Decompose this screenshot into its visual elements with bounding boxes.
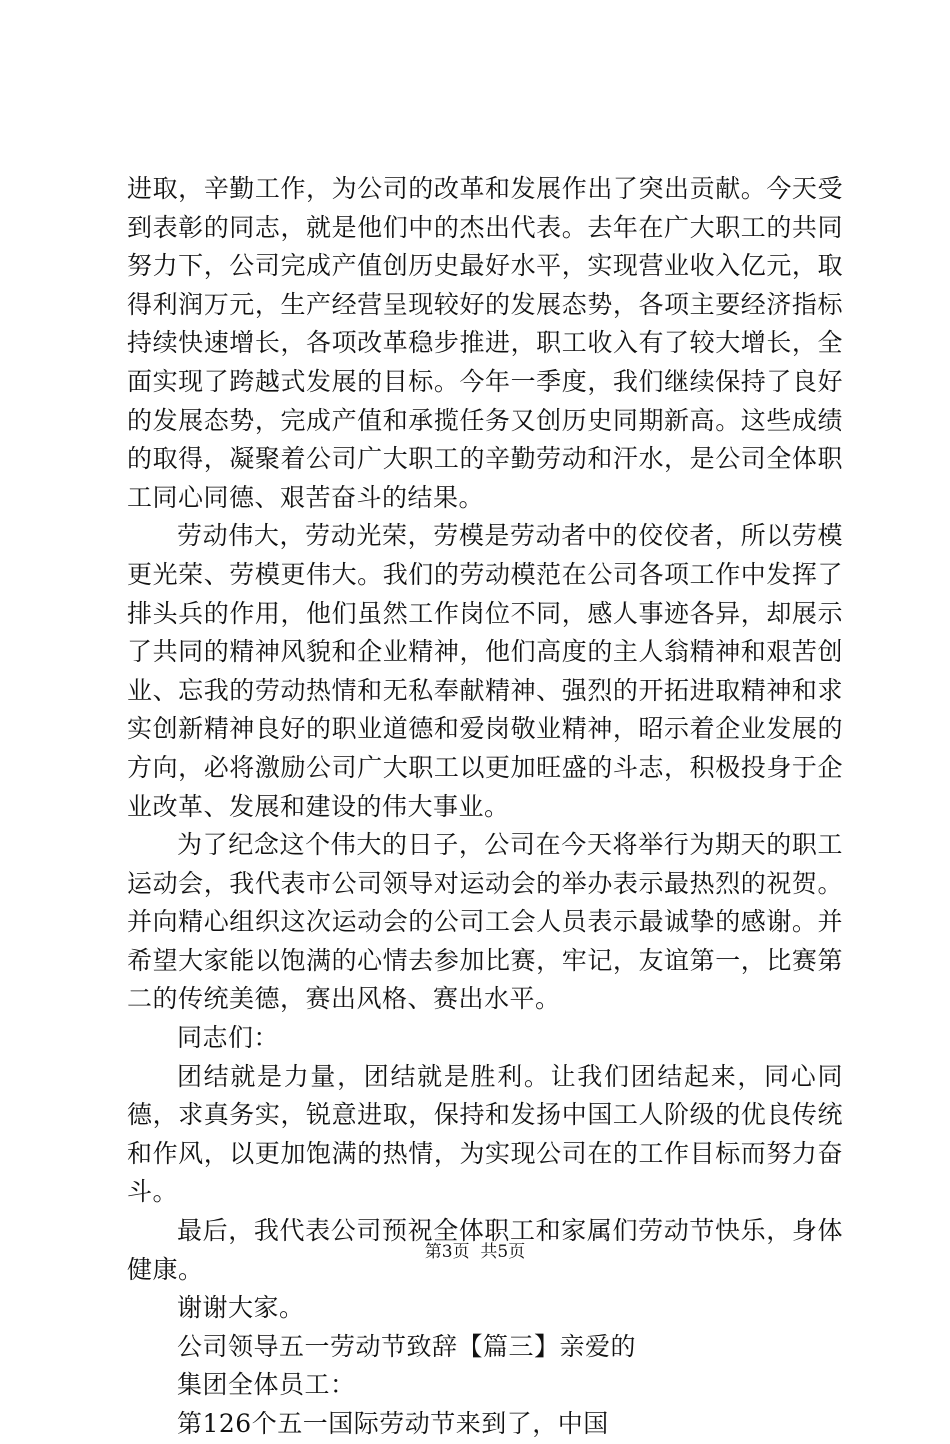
paragraph-4: 同志们： [177,1023,280,1053]
total-pages: 共5页 [480,1242,526,1262]
paragraph-7: 谢谢大家。 [177,1293,305,1323]
paragraph-6: 最后，我代表公司预祝全体职工和家属们劳动节快乐，身体健康。 [127,1216,843,1284]
page-footer [0,1241,950,1263]
paragraph-9: 集团全体员工： [177,1370,356,1400]
paragraph-8: 公司领导五一劳动节致辞【篇三】亲爱的 [177,1331,637,1361]
paragraph-3: 为了纪念这个伟大的日子，公司在今天将举行为期天的职工运动会，我代表市公司领导对运动会的举办表示最热烈的祝贺。并向精心组织这次运动会的公司工会人员表示最诚挚的感谢。并希望大家能以饱满的心情去参加比赛，牢记，友谊第一，比赛第二的传统美德，赛出风格、赛出水平。 [127,830,843,1014]
paragraph-2: 劳动伟大，劳动光荣，劳模是劳动者中的佼佼者，所以劳模更光荣、劳模更伟大。我们的劳动模范在公司各项工作中发挥了排头兵的作用，他们虽然工作岗位不同，感人事迹各异，却展示了共同的精神风貌和企业精神，他们高度的主人翁精神和艰苦创业、忘我的劳动热情和无私奉献精神、强烈的开拓进取精神和求实创新精神良好的职业道德和爱岗敬业精神，昭示着企业发展的方向，必将激励公司广大职工以更加旺盛的斗志，积极投身于企业改革、发展和建设的伟大事业。 [127,521,843,821]
paragraph-10: 第126个五一国际劳动节来到了，中国 [177,1409,609,1438]
page-number: 第3页 [424,1242,470,1262]
footer-spacer [470,1242,481,1262]
paragraph-1: 进取，辛勤工作，为公司的改革和发展作出了突出贡献。今天受到表彰的同志，就是他们中的杰出代表。去年在广大职工的共同努力下，公司完成产值创历史最好水平，实现营业收入亿元，取得利润万元，生产经营呈现较好的发展态势，各项主要经济指标持续快速增长，各项改革稳步推进，职工收入有了较大增长，全面实现了跨越式发展的目标。今年一季度，我们继续保持了良好的发展态势，完成产值和承揽任务又创历史同期新高。这些成绩的取得，凝聚着公司广大职工的辛勤劳动和汗水，是公司全体职工同心同德、艰苦奋斗的结果。 [127,174,843,512]
paragraph-5: 团结就是力量，团结就是胜利。让我们团结起来，同心同德，求真务实，锐意进取，保持和发扬中国工人阶级的优良传统和作风，以更加饱满的热情，为实现公司在的工作目标而努力奋斗。 [127,1061,843,1207]
